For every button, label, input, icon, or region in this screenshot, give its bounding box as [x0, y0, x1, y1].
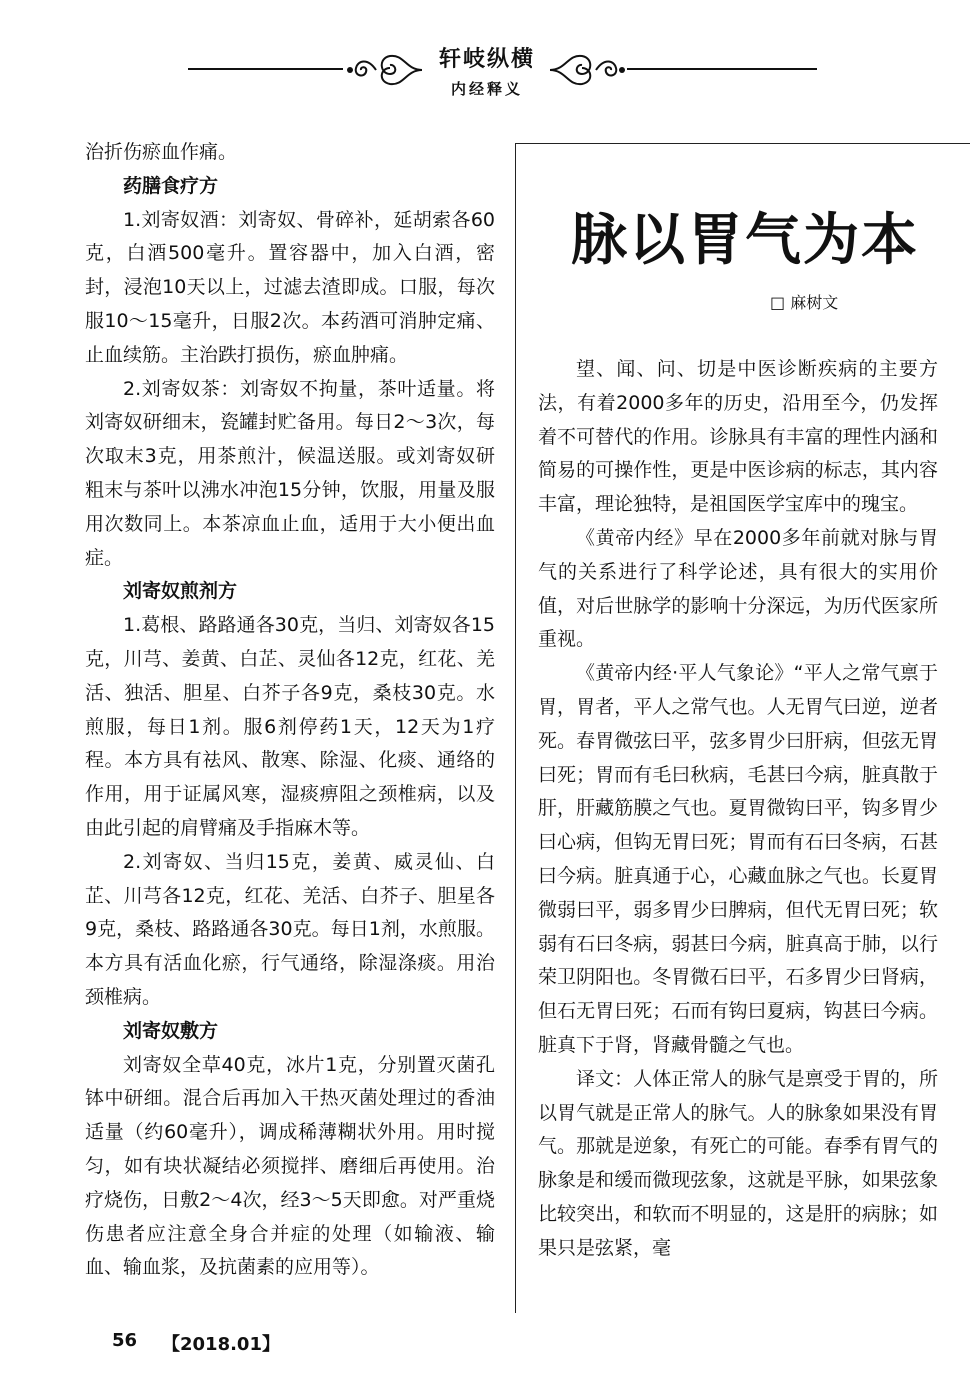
scroll-ornament-right-icon [546, 44, 626, 96]
section-heading: 刘寄奴敷方 [123, 1019, 219, 1042]
article-frame-left [515, 143, 516, 1313]
issue-label: 【2018.01】 [162, 1334, 280, 1355]
left-column [85, 136, 495, 1285]
article-paragraph: 译文：人体正常人的脉气是禀受于胃的，所以胃气就是正常人的脉气。人的脉象如果没有胃气。那就是逆象，有死亡的可能。春季有胃气的脉象是和缓而微现弦象，这就是平脉，如果弦象比较突出，和软而不明显的，这是肝的病脉；如果只是弦紧，毫 [538, 1067, 938, 1259]
column-title: 轩岐纵横 [438, 46, 535, 72]
article-paragraph: 《黄帝内经》早在2000多年前就对脉与胃气的关系进行了科学论述，具有很大的实用价值，对后世脉学的影响十分深远，为历代医家所重视。 [538, 526, 938, 651]
left-paragraph: 1.葛根、路路通各30克，当归、刘寄奴各15克，川芎、姜黄、白芷、灵仙各12克，红花、羌活、独活、胆星、白芥子各9克，桑枝30克。水煎服，每日1剂。服6剂停药1天，12天为1疗程。本方具有祛风、散寒、除湿、化痰、通络的作用，用于证属风寒，湿痰痹阻之颈椎病，以及由此引起的肩臂痛及手指麻木等。 [85, 614, 495, 839]
left-paragraph: 2.刘寄奴茶：刘寄奴不拘量，茶叶适量。将刘寄奴研细末，瓷罐封贮备用。每日2～3次，每次取末3克，用茶煎汁，候温送服。或刘寄奴研粗末与茶叶以沸水冲泡15分钟，饮服，用量及服用次数同上。本茶凉血止血，适用于大小便出血症。 [85, 377, 495, 569]
header-rule-right [627, 68, 817, 70]
section-heading: 药膳食疗方 [123, 174, 219, 197]
article-title: 脉以胃气为本 [571, 208, 919, 273]
column-subtitle: 内经释义 [450, 80, 523, 98]
left-paragraph: 刘寄奴全草40克，冰片1克，分别置灭菌孔钵中研细。混合后再加入干热灭菌处理过的香油适量（约60毫升），调成稀薄糊状外用。用时搅匀，如有块状凝结必须搅拌、磨细后再使用。治疗烧伤，日敷2～4次，经3～5天即愈。对严重烧伤患者应注意全身合并症的处理（如输液、输血、输血浆，及抗菌素的应用等）。 [85, 1053, 495, 1279]
article-frame-top [515, 143, 970, 144]
page-number: 56 [112, 1330, 138, 1351]
article-paragraph: 《黄帝内经·平人气象论》“平人之常气禀于胃，胃者，平人之常气也。人无胃气曰逆，逆者死。春胃微弦曰平，弦多胃少曰肝病，但弦无胃曰死；胃而有毛曰秋病，毛甚曰今病，脏真散于肝，肝藏筋膜之气也。夏胃微钩曰平，钩多胃少曰心病，但钩无胃曰死；胃而有石曰冬病，石甚曰今病。脏真通于心，心藏血脉之气也。长夏胃微弱曰平，弱多胃少曰脾病，但代无胃曰死；软弱有石曰冬病，弱甚曰今病，脏真高于肺，以行荣卫阴阳也。冬胃微石曰平，石多胃少曰肾病，但石无胃曰死；石而有钩曰夏病，钩甚曰今病。脏真下于肾，肾藏骨髓之气也。 [538, 662, 938, 1056]
scroll-ornament-left-icon [346, 44, 426, 96]
article-paragraph: 望、闻、问、切是中医诊断疾病的主要方法，有着2000多年的历史，沿用至今，仍发挥着不可替代的作用。诊脉具有丰富的理性内涵和简易的可操作性，更是中医诊病的标志，其内容丰富，理论独特，是祖国医学宝库中的瑰宝。 [538, 358, 938, 516]
right-column [538, 353, 938, 1266]
section-heading: 刘寄奴煎剂方 [123, 580, 238, 603]
left-paragraph: 1.刘寄奴酒：刘寄奴、骨碎补，延胡索各60克，白酒500毫升。置容器中，加入白酒，密封，浸泡10天以上，过滤去渣即成。口服，每次服10～15毫升，日服2次。本药酒可消肿定痛、止血续筋。主治跌打损伤，瘀血肿痛。 [85, 208, 495, 366]
header-rule-left [188, 68, 343, 70]
left-paragraph: 2.刘寄奴、当归15克，姜黄、威灵仙、白芷、川芎各12克，红花、羌活、白芥子、胆星各9克，桑枝、路路通各30克。每日1剂，水煎服。本方具有活血化瘀，行气通络，除湿涤痰。用治颈椎病。 [85, 850, 495, 1008]
article-author: □ 麻树文 [770, 293, 839, 312]
left-paragraph: 治折伤瘀血作痛。 [85, 141, 238, 163]
